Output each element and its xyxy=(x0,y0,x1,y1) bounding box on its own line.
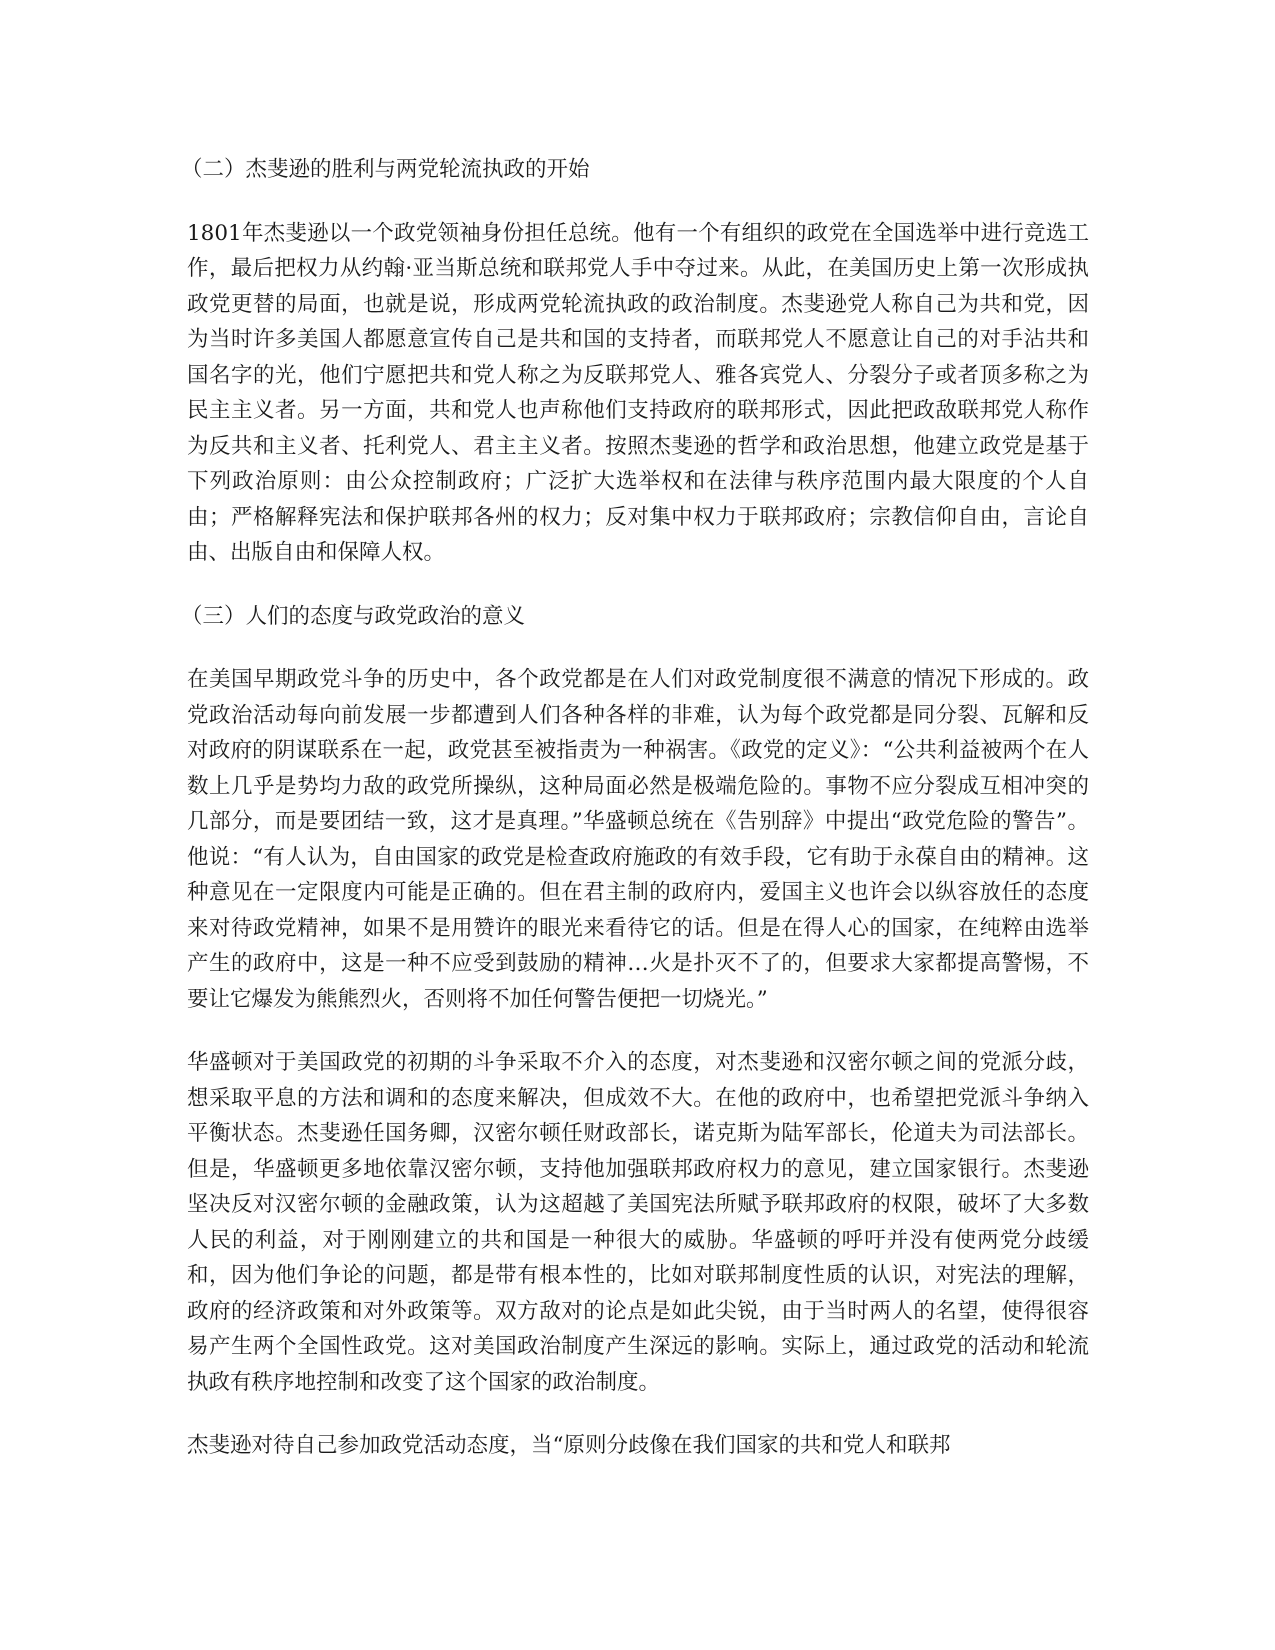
paragraph-early-party-struggle: 在美国早期政党斗争的历史中，各个政党都是在人们对政党制度很不满意的情况下形成的。政党政治活动每向前发展一步都遭到人们各种各样的非难，认为每个政党都是同分裂、瓦解和反对政府的阴谋联系在一起，政党甚至被指责为一种祸害。《政党的定义》：“公共利益被两个在人数上几乎是势均力敌的政党所操纵，这种局面必然是极端危险的。事物不应分裂成互相冲突的几部分，而是要团结一致，这才是真理。”华盛顿总统在《告别辞》中提出“政党危险的警告”。他说：“有人认为，自由国家的政党是检查政府施政的有效手段，它有助于永葆自由的精神。这种意见在一定限度内可能是正确的。但在君主制的政府内，爱国主义也许会以纵容放任的态度来对待政党精神，如果不是用赞许的眼光来看待它的话。但是在得人心的国家，在纯粹由选举产生的政府中，这是一种不应受到鼓励的精神…火是扑灭不了的，但要求大家都提高警惕，不要让它爆发为熊熊烈火，否则将不加任何警告便把一切烧光。” xyxy=(187,667,1089,1012)
document-page xyxy=(181,140,1089,1464)
paragraph-jefferson-victory: 1801年杰斐逊以一个政党领袖身份担任总统。他有一个有组织的政党在全国选举中进行竞选工作，最后把权力从约翰·亚当斯总统和联邦党人手中夺过来。从此，在美国历史上第一次形成执政党更替的局面，也就是说，形成两党轮流执政的政治制度。杰斐逊党人称自己为共和党，因为当时许多美国人都愿意宣传自己是共和国的支持者，而联邦党人不愿意让自己的对手沾共和国名字的光，他们宁愿把共和党人称之为反联邦党人、雅各宾党人、分裂分子或者顶多称之为民主主义者。另一方面，共和党人也声称他们支持政府的联邦形式，因此把政敌联邦党人称作为反共和主义者、托利党人、君主主义者。按照杰斐逊的哲学和政治思想，他建立政党是基于下列政治原则：由公众控制政府；广泛扩大选举权和在法律与秩序范围内最大限度的个人自由；严格解释宪法和保护联邦各州的权力；反对集中权力于联邦政府；宗教信仰自由，言论自由、出版自由和保障人权。 xyxy=(187,220,1089,565)
paragraph-washington-stance: 华盛顿对于美国政党的初期的斗争采取不介入的态度，对杰斐逊和汉密尔顿之间的党派分歧，想采取平息的方法和调和的态度来解决，但成效不大。在他的政府中，也希望把党派斗争纳入平衡状态。杰斐逊任国务卿，汉密尔顿任财政部长，诺克斯为陆军部长，伦道夫为司法部长。但是，华盛顿更多地依靠汉密尔顿，支持他加强联邦政府权力的意见，建立国家银行。杰斐逊坚决反对汉密尔顿的金融政策，认为这超越了美国宪法所赋予联邦政府的权限，破坏了大多数人民的利益，对于刚刚建立的共和国是一种很大的威胁。华盛顿的呼吁并没有使两党分歧缓和，因为他们争论的问题，都是带有根本性的，比如对联邦制度性质的认识，对宪法的理解，政府的经济政策和对外政策等。双方敌对的论点是如此尖锐，由于当时两人的名望，使得很容易产生两个全国性政党。这对美国政治制度产生深远的影响。实际上，通过政党的活动和轮流执政有秩序地控制和改变了这个国家的政治制度。 xyxy=(187,1050,1089,1395)
section-heading-2: （二）杰斐逊的胜利与两党轮流执政的开始 xyxy=(181,157,590,182)
paragraph-jefferson-attitude: 杰斐逊对待自己参加政党活动态度，当“原则分歧像在我们国家的共和党人和联邦 xyxy=(187,1433,951,1458)
section-heading-3: （三）人们的态度与政党政治的意义 xyxy=(181,603,526,629)
